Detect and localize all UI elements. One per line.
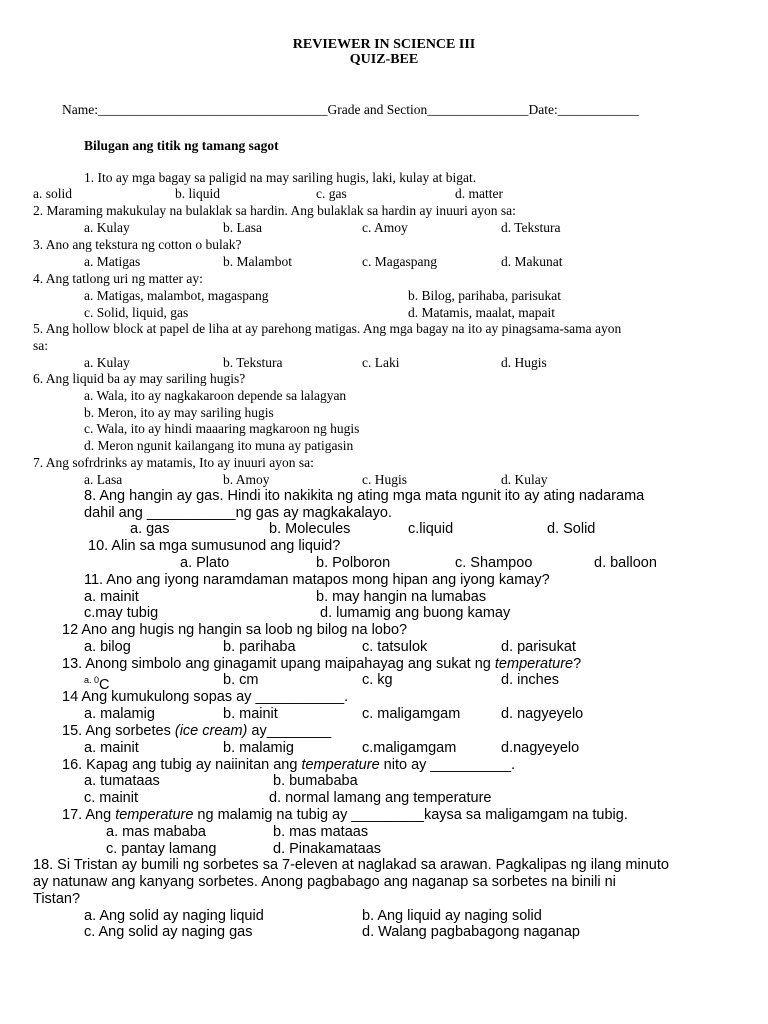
question-15: 15. Ang sorbetes (ice cream) ay________ [62,723,332,739]
q2-option-c: c. Amoy [362,220,408,235]
q7-option-c: c. Hugis [362,472,407,487]
date-label: Date: [528,102,558,117]
q12-option-a: a. bilog [84,639,131,655]
q16-option-d: d. normal lamang ang temperature [269,790,492,806]
q11-option-b: b. may hangin na lumabas [316,589,487,605]
q17-option-a: a. mas mababa [106,824,206,840]
q12-option-c: c. tatsulok [362,639,428,655]
q1-option-a: a. solid [33,186,72,201]
question-17: 17. Ang temperature ng malamig na tubig ay _________kaysa sa maligamgam na tubig. [62,807,628,823]
q11-option-d: d. lumamig ang buong kamay [320,605,511,621]
q14-option-c: c. maligamgam [362,706,461,722]
question-13: 13. Anong simbolo ang ginagamit upang maipahayag ang sukat ng temperature? [62,656,582,672]
q10-option-a: a. Plato [180,555,230,571]
q14-option-d: d. nagyeyelo [501,706,584,722]
q8-option-c: c.liquid [408,521,454,537]
q17-option-b: b. mas mataas [273,824,369,840]
q16-option-c: c. mainit [84,790,138,806]
grade-section-label: Grade and Section [327,102,428,117]
name-field: __________________________________ [98,102,328,117]
question-16: 16. Kapag ang tubig ay naiinitan ang temperature nito ay __________. [62,757,516,773]
q18-option-b: b. Ang liquid ay naging solid [362,908,542,924]
q4-option-c: c. Solid, liquid, gas [84,305,189,320]
q2-option-a: a. Kulay [84,220,130,235]
q14-option-a: a. malamig [84,706,155,722]
q1-option-b: b. liquid [175,186,221,201]
date-field: ____________ [557,102,639,117]
q11-option-c: c.may tubig [84,605,159,621]
question-3: 3. Ano ang tekstura ng cotton o bulak? [33,237,242,252]
q8-option-a: a. gas [130,521,170,537]
q1-option-c: c. gas [316,186,347,201]
q7-option-a: a. Lasa [84,472,123,487]
question-18-cont-2: Tistan? [33,891,81,907]
q13-option-c: c. kg [362,672,393,688]
q15-option-a: a. mainit [84,740,139,756]
q6-option-a: a. Wala, ito ay nagkakaroon depende sa lalagyan [84,388,347,403]
question-14: 14 Ang kumukulong sopas ay ___________. [62,689,349,705]
q6-option-c: c. Wala, ito ay hindi maaaring magkaroon ng hugis [84,421,360,436]
q17-option-d: d. Pinakamataas [273,841,382,857]
q7-option-d: d. Kulay [501,472,548,487]
q11-option-a: a. mainit [84,589,139,605]
q4-option-d: d. Matamis, maalat, mapait [408,305,555,320]
q7-option-b: b. Amoy [223,472,270,487]
question-18-cont: ay natunaw ang kanyang sorbetes. Anong pagbabago ang naganap sa sorbetes na binili ni [33,874,616,890]
q10-option-c: c. Shampoo [455,555,533,571]
q3-option-b: b. Malambot [223,254,292,269]
q12-option-d: d. parisukat [501,639,576,655]
name-label: Name: [62,102,98,117]
q10-option-b: b. Polboron [316,555,391,571]
q1-option-d: d. matter [455,186,503,201]
q5-option-c: c. Laki [362,355,400,370]
q6-option-d: d. Meron ngunit kailangang ito muna ay patigasin [84,438,354,453]
q15-option-b: b. malamig [223,740,294,756]
q16-option-b: b. bumababa [273,773,358,789]
q3-option-a: a. Matigas [84,254,141,269]
q18-option-c: c. Ang solid ay naging gas [84,924,253,940]
q15-option-c: c.maligamgam [362,740,457,756]
question-8-cont: dahil ang ___________ng gas ay magkakalayo. [84,505,392,521]
question-5: 5. Ang hollow block at papel de liha at ay parehong matigas. Ang mga bagay na ito ay pinagsama-sama ayon [33,321,622,336]
question-12: 12 Ano ang hugis ng hangin sa loob ng bilog na lobo? [62,622,408,638]
question-4: 4. Ang tatlong uri ng matter ay: [33,271,203,286]
q5-option-d: d. Hugis [501,355,547,370]
q4-option-a: a. Matigas, malambot, magaspang [84,288,269,303]
q13-option-b: b. cm [223,672,259,688]
q6-option-b: b. Meron, ito ay may sariling hugis [84,405,274,420]
q2-option-d: d. Tekstura [501,220,561,235]
q18-option-d: d. Walang pagbabagong naganap [362,924,580,940]
document-title: REVIEWER IN SCIENCE III [292,37,476,52]
grade-section-field: _______________ [427,102,529,117]
q12-option-b: b. parihaba [223,639,296,655]
question-6: 6. Ang liquid ba ay may sariling hugis? [33,371,246,386]
document-subtitle: QUIZ-BEE [349,52,419,67]
q16-option-a: a. tumataas [84,773,160,789]
question-18: 18. Si Tristan ay bumili ng sorbetes sa 7-eleven at naglakad sa arawan. Pagkalipas ng ilang minuto [33,857,669,873]
q4-option-b: b. Bilog, parihaba, parisukat [408,288,561,303]
instruction: Bilugan ang titik ng tamang sagot [84,138,279,153]
q8-option-d: d. Solid [547,521,596,537]
q2-option-b: b. Lasa [223,220,262,235]
q13-option-d: d. inches [501,672,560,688]
q14-option-b: b. mainit [223,706,278,722]
q10-option-d: d. balloon [594,555,657,571]
q3-option-d: d. Makunat [501,254,563,269]
question-2: 2. Maraming makukulay na bulaklak sa hardin. Ang bulaklak sa hardin ay inuuri ayon sa: [33,203,516,218]
q5-option-a: a. Kulay [84,355,130,370]
form-line [62,101,639,118]
q8-option-b: b. Molecules [269,521,351,537]
question-5-cont: sa: [33,338,48,353]
q3-option-c: c. Magaspang [362,254,437,269]
q15-option-d: d.nagyeyelo [501,740,580,756]
question-10: 10. Alin sa mga sumusunod ang liquid? [88,538,341,554]
question-11: 11. Ano ang iyong naramdaman matapos mong hipan ang iyong kamay? [84,572,550,588]
question-8: 8. Ang hangin ay gas. Hindi ito nakikita ng ating mga mata ngunit ito ay ating nadarama [84,488,645,504]
q17-option-c: c. pantay lamang [106,841,217,857]
q5-option-b: b. Tekstura [223,355,283,370]
question-1: 1. Ito ay mga bagay sa paligid na may sariling hugis, laki, kulay at bigat. [84,170,477,185]
q18-option-a: a. Ang solid ay naging liquid [84,908,264,924]
question-7: 7. Ang sofrdrinks ay matamis, Ito ay inuuri ayon sa: [33,455,314,470]
q13-option-a: $^{a.}$ $^0$C [84,675,110,693]
